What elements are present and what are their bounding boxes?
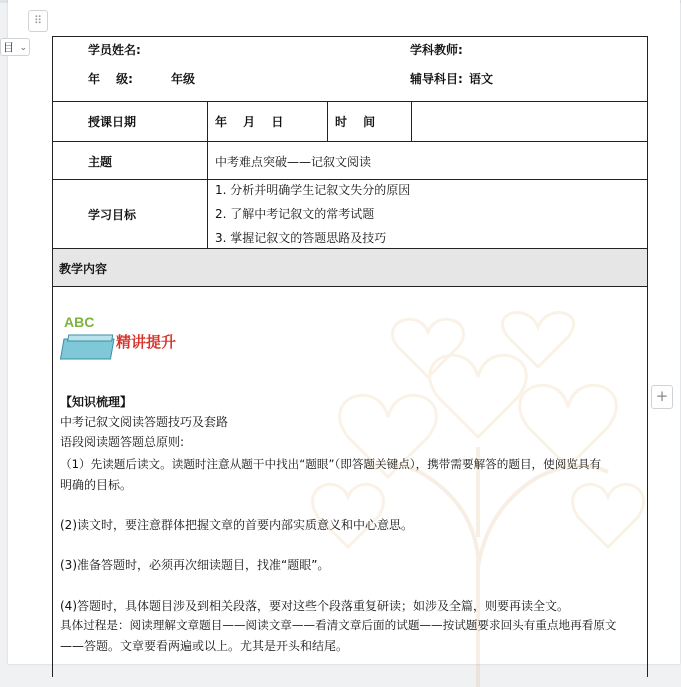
teacher-label: 学科教师: [410,43,463,57]
body-line: (4)答题时，具体题目涉及到相关段落，要对这些个段落重复研读；如涉及全篇，则要再读全文。 [60,599,570,613]
grade-value: 年级 [171,72,196,86]
time-label-cell [327,102,411,141]
grade-label: 年 级: [88,72,133,86]
goals-label: 学习目标 [88,208,137,222]
body-line: (3)准备答题时，必须再次细读题目，找准“题眼”。 [60,558,330,572]
schedule-row [53,102,647,142]
add-block-button[interactable]: + [651,385,673,409]
body-line: 中考记叙文阅读答题技巧及套路 [60,415,229,429]
logo-letter-a: ABC [64,314,95,330]
body-line: ——答题。文章要看两遍或以上。尤其是开头和结尾。 [60,639,349,653]
date-cell[interactable] [207,102,327,141]
date-value: 年 月 日 [215,115,284,129]
goals-row [53,180,647,249]
topic-label: 主题 [88,155,113,169]
goal-item-1: 1. 分析并明确学生记叙文失分的原因 [215,183,411,197]
outline-view-toggle[interactable] [0,38,30,56]
chevron-down-icon: ⌄ [19,43,27,53]
outline-icon: 目 [3,41,14,54]
goal-item-2: 2. 了解中考记叙文的常考试题 [215,207,375,221]
lesson-table [52,36,648,677]
goal-item-3: 3. 掌握记叙文的答题思路及技巧 [215,231,387,245]
logo-title: 精讲提升 [116,333,177,351]
knowledge-heading: 【知识梳理】 [60,395,133,409]
body-line: 具体过程是：阅读理解文章题目——阅读文章——看清文章后面的试题——按试题要求回头有重点地再看原文 [60,618,617,632]
topic-value: 中考难点突破——记叙文阅读 [215,155,372,169]
subject-label: 辅导科目: [410,72,463,86]
subject-value: 语文 [469,72,494,86]
header-row [53,37,647,102]
content-section-label: 教学内容 [59,262,108,276]
topic-cell[interactable] [207,142,647,179]
drag-handle-icon[interactable]: ⠿ [28,10,48,32]
lecture-logo-icon [60,305,190,367]
time-label: 时 间 [335,115,376,129]
student-name-label: 学员姓名: [88,43,141,57]
body-line: 明确的目标。 [60,478,133,492]
date-label: 授课日期 [88,115,137,129]
content-header-row [53,249,647,287]
goals-cell[interactable] [207,180,647,248]
body-line: （1）先读题后读文。读题时注意从题干中找出“题眼”（即答题关键点），携带需要解答的题目，使阅览具有 [60,457,602,471]
topic-row [53,142,647,180]
time-value-cell[interactable] [411,102,647,141]
body-line: (2)读文时，要注意群体把握文章的首要内部实质意义和中心意思。 [60,518,414,532]
body-line: 语段阅读题答题总原则: [60,435,185,449]
